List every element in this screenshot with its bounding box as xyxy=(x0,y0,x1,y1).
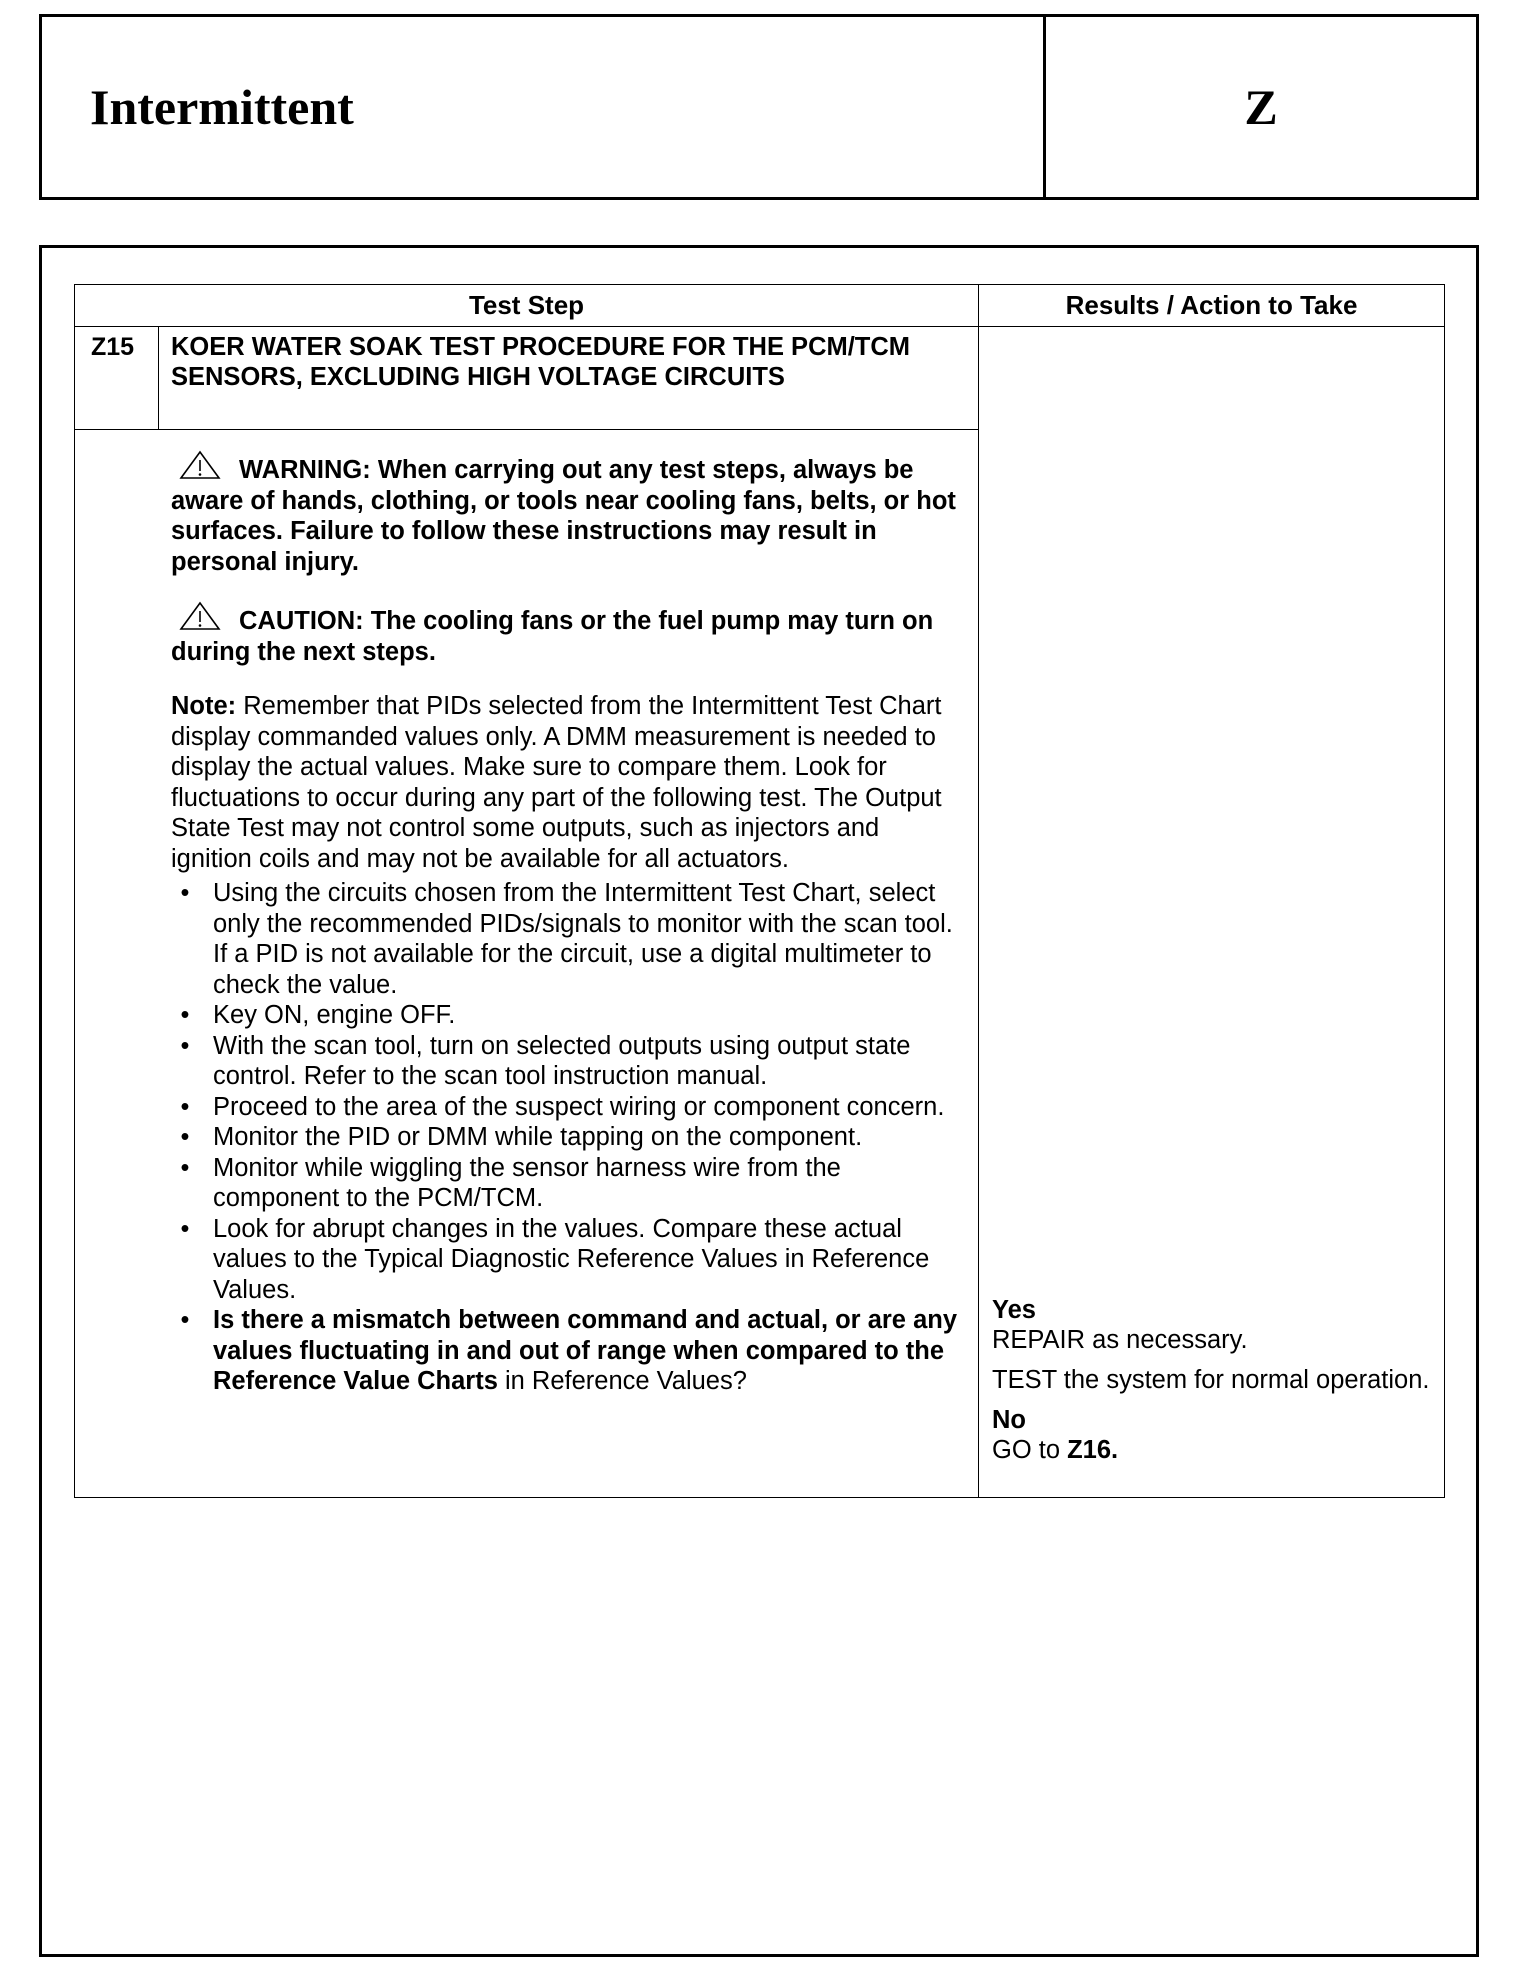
list-item: • With the scan tool, turn on selected outputs using output state control. Refer to the scan tool instruction manual. xyxy=(171,1031,958,1092)
page-header xyxy=(39,14,1479,200)
bullet-icon: • xyxy=(180,1001,190,1029)
caution-text: CAUTION: The cooling fans or the fuel pump may turn on during the next steps. xyxy=(171,607,934,666)
note-block xyxy=(171,691,958,874)
list-item: • Look for abrupt changes in the values. Compare these actual values to the Typical Diagnostic Reference Values in Reference Values. xyxy=(171,1214,958,1306)
bullet-icon: • xyxy=(180,1214,190,1243)
note-text: Remember that PIDs selected from the Intermittent Test Chart display commanded values only. A DMM measurement is needed to display the actual values. Make sure to compare them. Look for fluctuations to occur during any part of the following test. The Output State Test may not control some outputs, such as injectors and ignition coils and may not be available for all actuators. xyxy=(171,692,942,873)
yes-action-test: TEST the system for normal operation. xyxy=(992,1366,1430,1394)
bullet-icon: • xyxy=(180,879,190,907)
list-item: • Key ON, engine OFF. xyxy=(171,1000,958,1031)
goto-step-link[interactable]: Z16. xyxy=(1067,1436,1119,1464)
caution-block xyxy=(171,601,958,667)
step-title: KOER WATER SOAK TEST PROCEDURE FOR THE PCM/TCM SENSORS, EXCLUDING HIGH VOLTAGE CIRCUITS xyxy=(159,327,979,430)
warning-triangle-icon xyxy=(179,450,221,480)
bullet-icon: • xyxy=(180,1123,190,1151)
bullet-icon: • xyxy=(180,1092,190,1121)
procedure-list xyxy=(171,878,958,1397)
question-text: Is there a mismatch between command and actual, or are any values fluctuating in and out of range when compared to the Reference Value Charts xyxy=(213,1306,958,1395)
bullet-icon: • xyxy=(180,1306,190,1334)
yes-label: Yes xyxy=(992,1296,1036,1324)
list-item: • Proceed to the area of the suspect wiring or component concern. xyxy=(171,1092,958,1123)
section-title: Intermittent xyxy=(42,17,1046,197)
column-header-results: Results / Action to Take xyxy=(979,285,1444,327)
step-id: Z15 xyxy=(75,327,159,430)
section-code: Z xyxy=(1244,79,1278,135)
list-item: • Using the circuits chosen from the Intermittent Test Chart, select only the recommended PIDs/signals to monitor with the scan tool. If a PID is not available for the circuit, use a digital multimeter to check the value. xyxy=(171,878,958,1000)
no-label: No xyxy=(992,1406,1026,1434)
list-item: • Monitor while wiggling the sensor harness wire from the component to the PCM/TCM. xyxy=(171,1153,958,1214)
warning-text: WARNING: When carrying out any test steps, always be aware of hands, clothing, or tools near cooling fans, belts, or hot surfaces. Failure to follow these instructions may result in personal injury. xyxy=(171,456,956,576)
yes-action-repair: REPAIR as necessary. xyxy=(992,1326,1248,1354)
question-item xyxy=(171,1305,958,1397)
caution-triangle-icon xyxy=(179,601,221,631)
warning-block xyxy=(171,450,958,577)
yes-result xyxy=(992,1295,1432,1355)
column-header-test-step: Test Step xyxy=(75,285,979,327)
question-tail: in Reference Values? xyxy=(497,1367,747,1395)
step-body xyxy=(75,430,979,1497)
content-frame xyxy=(39,245,1479,1957)
results-cell xyxy=(992,1295,1432,1475)
list-item: • Monitor the PID or DMM while tapping on the component. xyxy=(171,1122,958,1153)
no-action-prefix: GO to xyxy=(992,1436,1068,1464)
note-label: Note: xyxy=(171,692,237,720)
bullet-icon: • xyxy=(180,1153,190,1182)
test-step-table xyxy=(74,284,1445,1498)
no-result xyxy=(992,1405,1432,1465)
bullet-icon: • xyxy=(180,1031,190,1060)
